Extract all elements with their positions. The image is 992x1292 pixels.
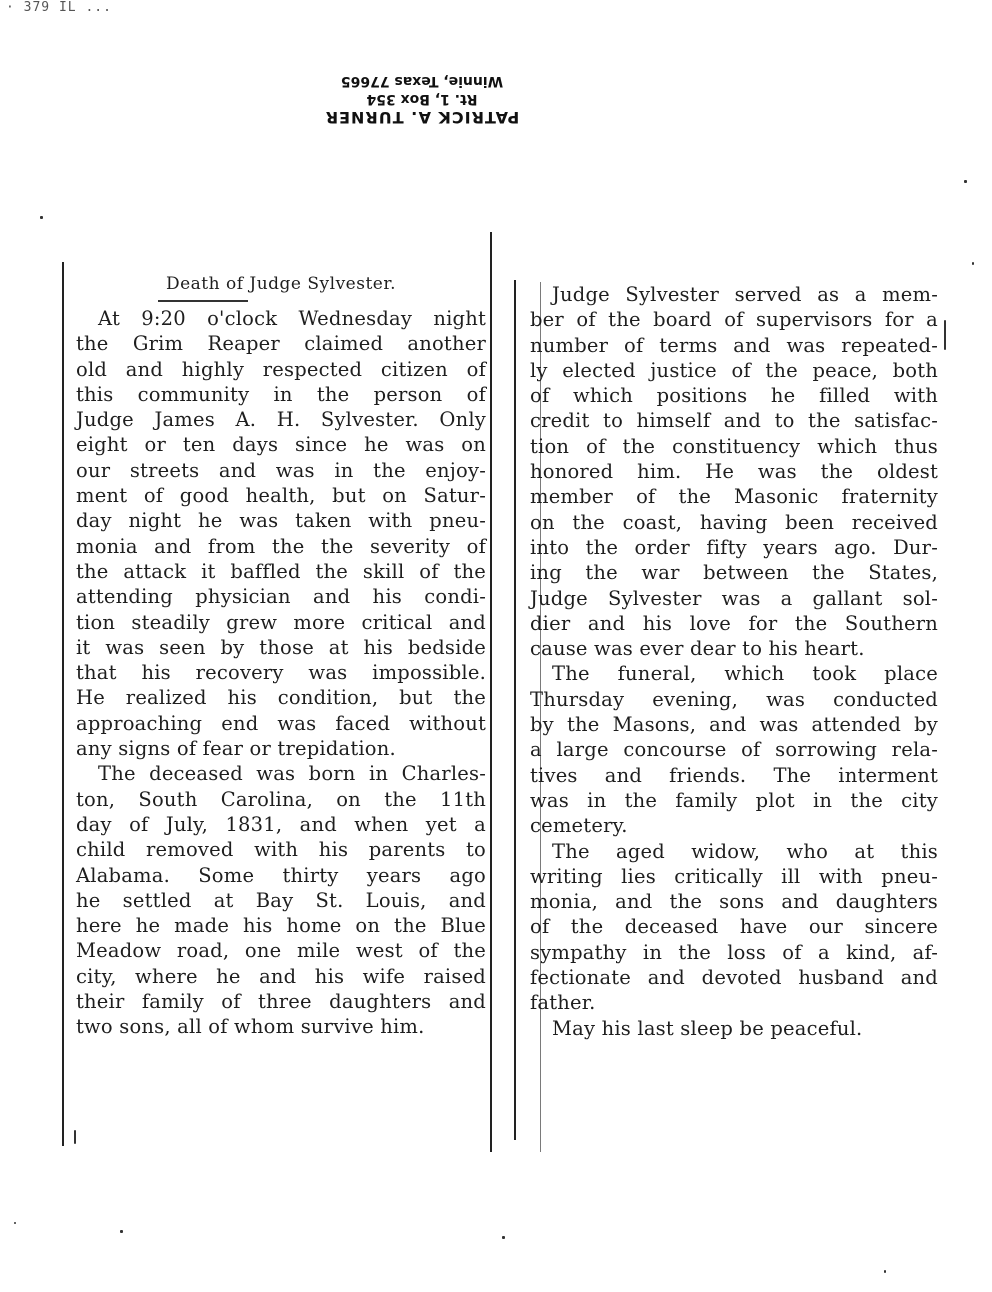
- stamp-city: Winnie, Texas 77665: [340, 73, 504, 89]
- text-line: ton, South Carolina, on the 11th: [76, 787, 486, 811]
- text-line: dier and his love for the Southern: [530, 611, 938, 635]
- scan-speck: [40, 216, 43, 219]
- text-line: father.: [530, 991, 596, 1015]
- text-line: The deceased was born in Charles-: [98, 762, 486, 786]
- text-line: At 9:20 o'clock Wednesday night: [98, 307, 486, 330]
- text-line: child removed with his parents to: [76, 838, 486, 862]
- text-line: city, where he and his wife raised: [76, 964, 486, 988]
- text-line: honored him. He was the oldest: [530, 460, 938, 484]
- text-line: Judge Sylvester served as a mem-: [552, 283, 938, 306]
- text-line: that his recovery was impossible.: [76, 661, 486, 685]
- address-stamp: [322, 72, 522, 126]
- text-line: May his last sleep be peaceful.: [552, 1016, 863, 1040]
- text-line: monia and from the the severity of: [76, 534, 486, 558]
- text-line: tives and friends. The interment: [530, 763, 938, 787]
- scan-speck: [502, 1236, 505, 1239]
- text-line: of which positions he filled with: [530, 384, 938, 408]
- text-line: sympathy in the loss of a kind, af-: [530, 940, 938, 964]
- text-line: into the order fifty years ago. Dur-: [530, 535, 938, 559]
- text-line: writing lies critically ill with pneu-: [530, 864, 938, 888]
- scan-speck: [944, 320, 946, 350]
- text-line: old and highly respected citizen of: [76, 357, 486, 381]
- text-line: The aged widow, who at this: [552, 839, 938, 863]
- text-line: ing the war between the States,: [530, 561, 938, 585]
- text-line: approaching end was faced without: [76, 711, 486, 735]
- corner-note: · 379 IL ...: [6, 0, 112, 15]
- text-line: the attack it baffled the skill of the: [76, 559, 486, 583]
- text-line: their family of three daughters and: [76, 990, 486, 1014]
- scan-speck: [74, 1130, 76, 1144]
- scan-speck: [972, 262, 974, 265]
- paragraph-5: [530, 839, 938, 1016]
- text-line: two sons, all of whom survive him.: [76, 1015, 425, 1039]
- stamp-name: PATRICK A. TURNER: [324, 108, 520, 127]
- center-rule-left: [490, 232, 492, 1152]
- scan-speck: [14, 1222, 16, 1224]
- text-line: a large concourse of sorrowing rela-: [530, 738, 938, 762]
- scan-speck: [884, 1270, 886, 1273]
- text-line: attending physician and his condi-: [76, 585, 486, 609]
- text-line: any signs of fear or trepidation.: [76, 737, 396, 761]
- text-line: cemetery.: [530, 814, 628, 838]
- paragraph-1: [76, 306, 486, 761]
- text-line: here he made his home on the Blue: [76, 914, 486, 938]
- paragraph-4: [530, 661, 938, 838]
- paragraph-2: [76, 761, 486, 1039]
- text-line: on the coast, having been received: [530, 510, 938, 534]
- text-line: The funeral, which took place: [552, 662, 938, 686]
- text-line: ly elected justice of the peace, both: [530, 358, 938, 382]
- text-line: this community in the person of: [76, 382, 486, 406]
- text-line: Thursday evening, was conducted: [530, 687, 938, 711]
- paragraph-6: [530, 1016, 938, 1041]
- scan-speck: [120, 1230, 123, 1233]
- text-line: monia, and the sons and daughters: [530, 890, 938, 914]
- text-line: Judge Sylvester was a gallant sol-: [530, 586, 938, 610]
- center-rule-right: [514, 280, 516, 1140]
- paragraph-3: [530, 282, 938, 661]
- right-column: [530, 282, 938, 1041]
- article-headline: Death of Judge Sylvester.: [165, 274, 397, 294]
- left-column: [76, 270, 486, 1040]
- text-line: tion of the constituency which thus: [530, 434, 938, 458]
- text-line: day of July, 1831, and when yet a: [76, 812, 486, 836]
- text-line: Meadow road, one mile west of the: [76, 939, 486, 963]
- text-line: credit to himself and to the satisfac-: [530, 409, 938, 433]
- text-line: the Grim Reaper claimed another: [76, 332, 486, 356]
- text-line: Alabama. Some thirty years ago: [76, 863, 486, 887]
- text-line: member of the Masonic fraternity: [530, 485, 938, 509]
- text-line: tion steadily grew more critical and: [76, 610, 486, 634]
- stamp-box: Rt. 1, Box 354: [366, 91, 478, 107]
- left-border-rule: [62, 262, 64, 1146]
- text-line: ber of the board of supervisors for a: [530, 308, 938, 332]
- text-line: cause was ever dear to his heart.: [530, 637, 865, 661]
- text-line: of the deceased have our sincere: [530, 915, 938, 939]
- scan-speck: [964, 180, 967, 183]
- text-line: it was seen by those at his bedside: [76, 635, 486, 659]
- text-line: eight or ten days since he was on: [76, 433, 486, 457]
- text-line: ment of good health, but on Satur-: [76, 484, 486, 508]
- text-line: he settled at Bay St. Louis, and: [76, 888, 486, 912]
- text-line: our streets and was in the enjoy-: [76, 458, 486, 482]
- text-line: number of terms and was repeated-: [530, 333, 938, 357]
- text-line: was in the family plot in the city: [530, 788, 938, 812]
- text-line: day night he was taken with pneu-: [76, 509, 486, 533]
- text-line: by the Masons, and was attended by: [530, 713, 938, 737]
- text-line: Judge James A. H. Sylvester. Only: [76, 408, 486, 432]
- text-line: fectionate and devoted husband and: [530, 966, 938, 990]
- text-line: He realized his condition, but the: [76, 686, 486, 710]
